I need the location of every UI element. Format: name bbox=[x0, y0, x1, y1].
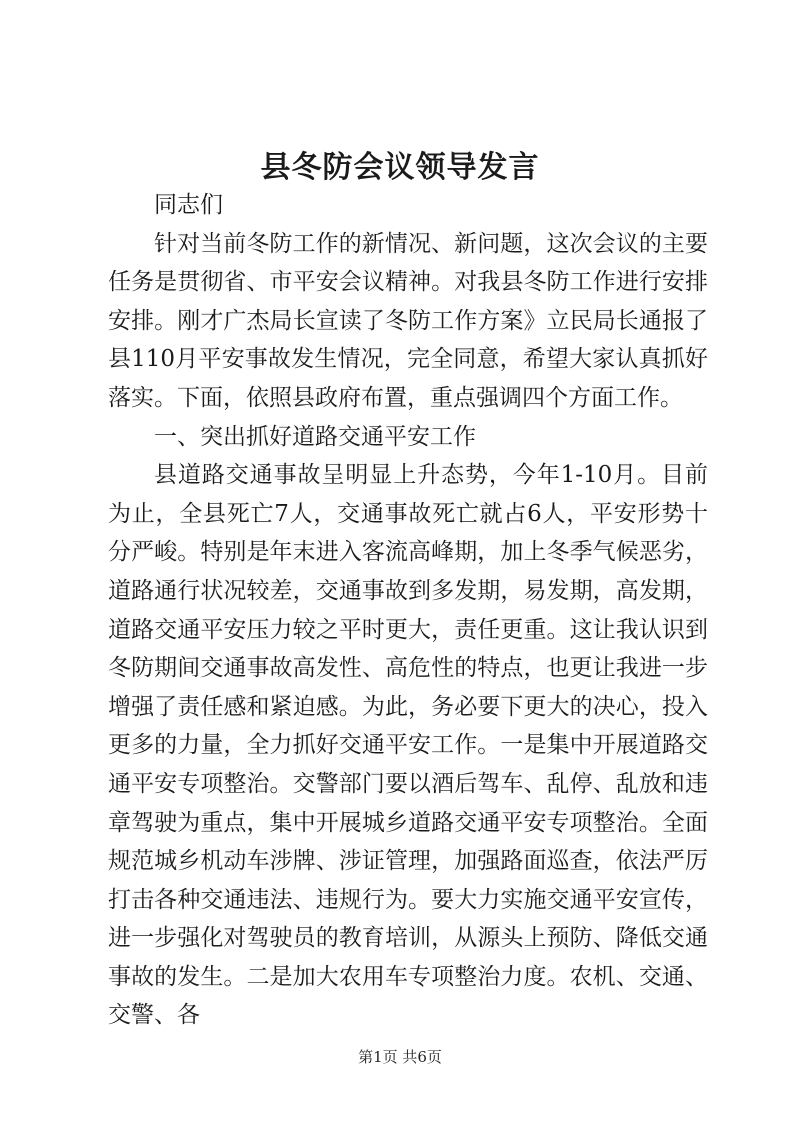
salutation-paragraph: 同志们 bbox=[154, 192, 223, 218]
document-body bbox=[108, 186, 708, 1035]
intro-paragraph: 针对当前冬防工作的新情况、新问题，这次会议的主要任务是贯彻省、市平安会议精神。对我县冬防工作进行安排安排。刚才广杰局长宣读了冬防工作方案》立民局长通报了县110月平安事故发生情况，完全同意，希望大家认真抓好落实。下面，依照县政府布置，重点强调四个方面工作。 bbox=[108, 230, 708, 411]
section-body-paragraph: 县道路交通事故呈明显上升态势，今年1-10月。目前为止，全县死亡7人，交通事故死亡就占6人，平安形势十分严峻。特别是年末进入客流高峰期，加上冬季气候恶劣，道路通行状况较差，交通事故到多发期，易发期，高发期，道路交通平安压力较之平时更大，责任更重。这让我认识到冬防期间交通事故高发性、高危性的特点，也更让我进一步增强了责任感和紧迫感。为此，务必要下更大的决心，投入更多的力量，全力抓好交通平安工作。一是集中开展道路交通平安专项整治。交警部门要以酒后驾车、乱停、乱放和违章驾驶为重点，集中开展城乡道路交通平安专项整治。全面规范城乡机动车涉牌、涉证管理，加强路面巡查，依法严厉打击各种交通违法、违规行为。要大力实施交通平安宣传，进一步强化对驾驶员的教育培训，从源头上预防、降低交通事故的发生。二是加大农用车专项整治力度。农机、交通、交警、各 bbox=[108, 462, 708, 1029]
section-heading: 一、突出抓好道路交通平安工作 bbox=[154, 423, 476, 450]
page-number-footer: 第1页 共6页 bbox=[358, 1048, 442, 1066]
document-title: 县冬防会议领导发言 bbox=[260, 150, 540, 185]
